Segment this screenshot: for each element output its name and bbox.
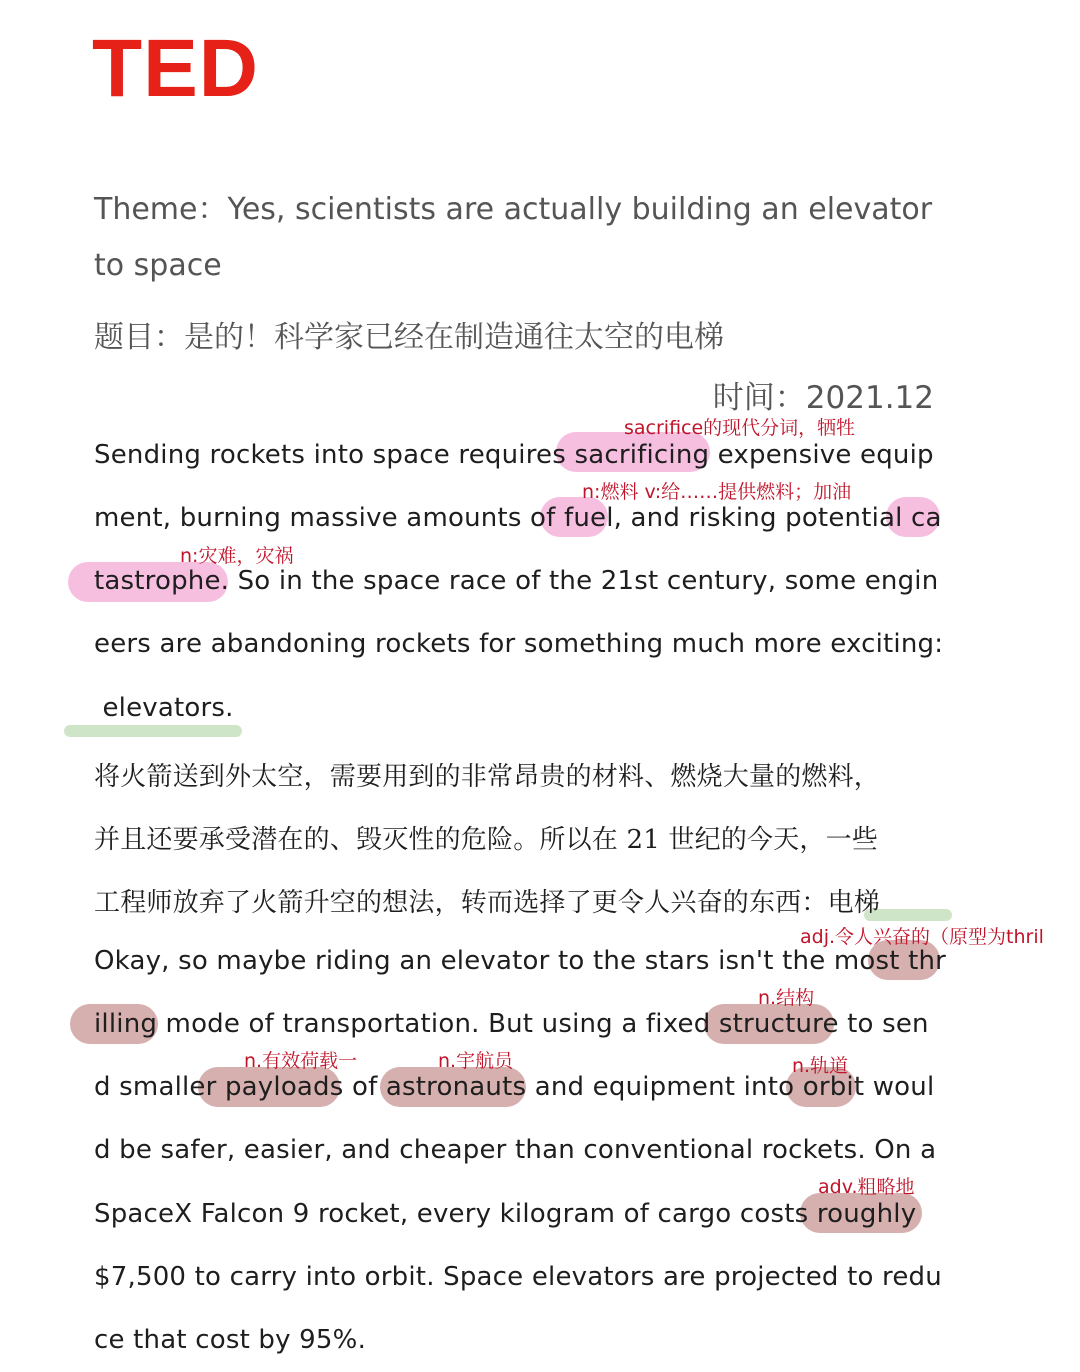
note-catastrophe: n:灾难，灾祸 xyxy=(180,545,294,567)
paragraph-1-line: Sending rockets into space requires sacrificing expensive equip xyxy=(94,440,934,470)
date-label: 时间：2021.12 xyxy=(712,380,934,416)
paragraph-1-zh-line: 并且还要承受潜在的、毁灭性的危险。所以在 21 世纪的今天，一些 xyxy=(94,825,879,855)
note-roughly: adv.粗略地 xyxy=(818,1176,915,1198)
paragraph-1-line: eers are abandoning rockets for something much more exciting: xyxy=(94,629,944,659)
underline-elevators xyxy=(64,725,242,737)
paragraph-2-line: ce that cost by 95%. xyxy=(94,1325,367,1355)
paragraph-2-line: Okay, so maybe riding an elevator to the stars isn't the most thr xyxy=(94,946,947,976)
note-sacrificing: sacrifice的现代分词，牺牲 xyxy=(624,417,856,439)
paragraph-1-line: tastrophe. So in the space race of the 21st century, some engin xyxy=(94,566,939,596)
paragraph-2-line: $7,500 to carry into orbit. Space elevators are projected to redu xyxy=(94,1262,942,1292)
note-payloads: n.有效荷载一 xyxy=(244,1050,358,1072)
paragraph-2-line: SpaceX Falcon 9 rocket, every kilogram of cargo costs roughly xyxy=(94,1199,917,1229)
note-fuel: n:燃料 v:给……提供燃料；加油 xyxy=(582,481,852,503)
theme-line-2: to space xyxy=(94,248,222,283)
paragraph-1-zh-line: 将火箭送到外太空，需要用到的非常昂贵的材料、燃烧大量的燃料， xyxy=(94,762,881,792)
note-structure: n.结构 xyxy=(758,987,815,1009)
paragraph-2-line: d be safer, easier, and cheaper than conventional rockets. On a xyxy=(94,1135,937,1165)
paragraph-1-line: elevators. xyxy=(94,693,234,723)
paragraph-1-zh-line: 工程师放弃了火箭升空的想法，转而选择了更令人兴奋的东西：电梯 xyxy=(94,888,881,918)
note-astronauts: n.宇航员 xyxy=(438,1050,514,1072)
paragraph-1-line: ment, burning massive amounts of fuel, and risking potential ca xyxy=(94,503,942,533)
title-chinese: 题目：是的！科学家已经在制造通往太空的电梯 xyxy=(94,320,724,355)
ted-logo: TED xyxy=(92,23,259,114)
note-orbit: n.轨道 xyxy=(792,1055,849,1077)
theme-line-1: Theme：Yes, scientists are actually building an elevator xyxy=(94,192,933,227)
note-thrilling: adj.令人兴奋的（原型为thril xyxy=(800,926,1044,948)
paragraph-2-line: d smaller payloads of astronauts and equipment into orbit woul xyxy=(94,1072,935,1102)
paragraph-2-line: illing mode of transportation. But using a fixed structure to sen xyxy=(94,1009,929,1039)
